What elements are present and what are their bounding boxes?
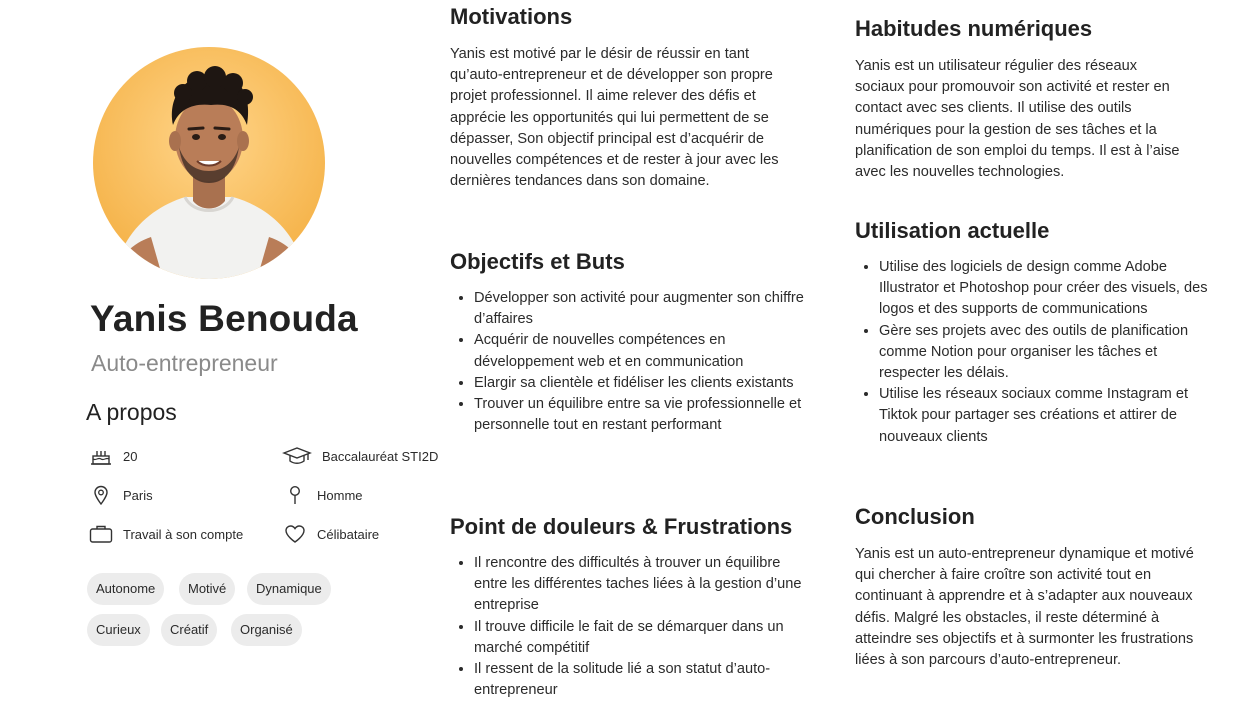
fact-education-text: Baccalauréat STI2D [322, 448, 439, 464]
list-item: • Il ressent de la solitude lié a son statut d’auto-entrepreneur [474, 659, 814, 701]
gender-pin-icon [283, 484, 307, 506]
fact-education [282, 445, 438, 467]
conclusion-text: Yanis est un auto-entrepreneur dynamique et motivé qui chercher à faire croître son activité tout en continuant à apprendre et à s’adapter aux nouveaux défis. Malgré les obstacles, il reste déterminé à atteindre ses objectifs et à surmonter les frustrations liées à son parcours d’auto-entrepreneur. [855, 546, 1194, 669]
tag-dynamique: Dynamique [247, 573, 331, 605]
habits-text: Yanis est un utilisateur régulier des réseaux sociaux pour promouvoir son activité et rester en contact avec ses clients. Il utilise des outils numériques pour la gestion de ses tâches et la planification de son emploi du temps. Il est à l’aise avec les nouvelles technologies. [855, 58, 1180, 181]
tag-creatif: Créatif [161, 614, 217, 646]
person-illustration [93, 47, 325, 279]
tag-organise: Organisé [231, 614, 302, 646]
list-item: • Trouver un équilibre entre sa vie professionnelle et personnelle tout en restant performant [474, 394, 809, 436]
graduation-cap-icon [282, 445, 312, 467]
heart-icon [283, 523, 307, 545]
avatar [93, 47, 325, 279]
tag-curieux: Curieux [87, 614, 150, 646]
tag-autonome: Autonome [87, 573, 164, 605]
goals-list [450, 288, 809, 436]
goals-title: Objectifs et Buts [450, 249, 625, 274]
list-item: • Développer son activité pour augmenter son chiffre d’affaires [474, 288, 809, 330]
fact-gender-text: Homme [317, 487, 363, 503]
fact-status-text: Célibataire [317, 526, 380, 542]
usage-title: Utilisation actuelle [855, 218, 1050, 243]
list-item: • Il trouve difficile le fait de se démarquer dans un marché compétitif [474, 617, 814, 659]
profile-name: Yanis Benouda [90, 298, 358, 339]
profile-role: Auto-entrepreneur [91, 350, 278, 376]
profile-card [0, 0, 440, 702]
fact-city [89, 484, 153, 506]
tag-motive: Motivé [179, 573, 235, 605]
fact-city-text: Paris [123, 487, 153, 503]
list-item: • Il rencontre des difficultés à trouver un équilibre entre les différentes taches liées à la gestion d’une entreprise [474, 553, 814, 617]
list-item: • Utilise les réseaux sociaux comme Instagram et Tiktok pour partager ses créations et attirer de nouveaux clients [879, 384, 1217, 448]
list-item: • Elargir sa clientèle et fidéliser les clients existants [474, 373, 809, 394]
conclusion-title: Conclusion [855, 504, 975, 529]
cake-icon [89, 445, 113, 467]
list-item: • Utilise des logiciels de design comme Adobe Illustrator et Photoshop pour créer des visuels, des logos et des supports de communications [879, 257, 1217, 321]
motivations-title: Motivations [450, 4, 573, 29]
about-title: A propos [86, 399, 177, 425]
location-pin-icon [89, 484, 113, 506]
fact-age [89, 445, 137, 467]
fact-age-text: 20 [123, 448, 138, 464]
list-item: • Acquérir de nouvelles compétences en développement web et en communication [474, 330, 809, 372]
pains-list [450, 553, 814, 701]
motivations-text: Yanis est motivé par le désir de réussir en tant qu’auto-entrepreneur et de développer son propre projet professionnel. Il aime relever des défis et apprécie les opportunités qui lui permettent de se dépasser, Son objectif principal est d’acquérir de nouvelles compétences et de rester à jour avec les dernières tendances dans son domaine. [450, 46, 779, 190]
fact-work-text: Travail à son compte [123, 526, 244, 542]
habits-title: Habitudes numériques [855, 16, 1093, 41]
list-item: • Gère ses projets avec des outils de planification comme Notion pour organiser les tâches et respecter les délais. [879, 321, 1217, 385]
briefcase-icon [89, 523, 113, 545]
usage-list [855, 257, 1217, 448]
fact-gender [283, 484, 363, 506]
fact-status [283, 523, 379, 545]
pains-title: Point de douleurs & Frustrations [450, 514, 793, 539]
fact-work [89, 523, 243, 545]
